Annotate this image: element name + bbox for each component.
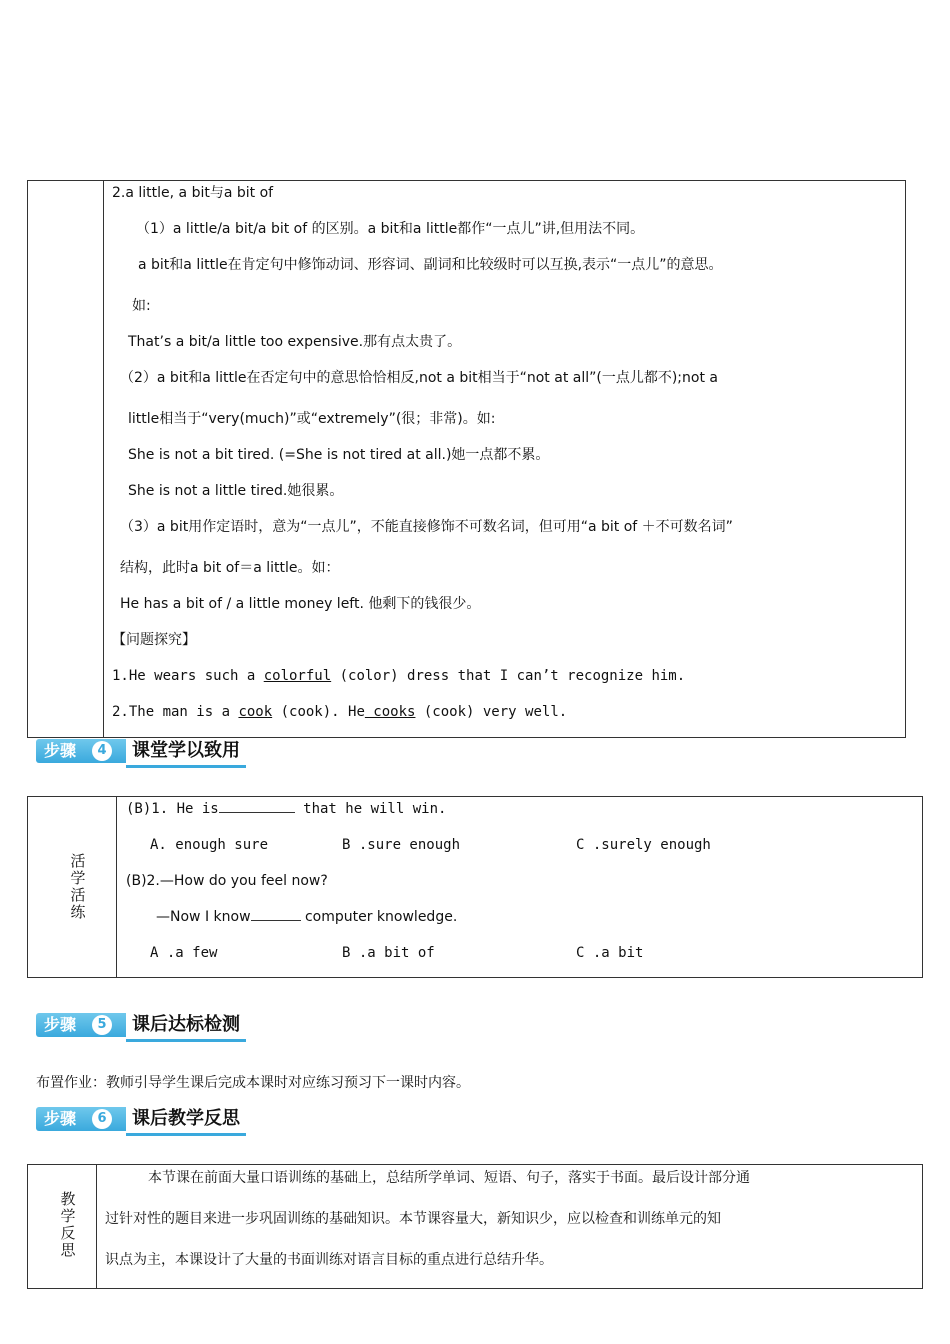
step-tag: 步骤 (36, 739, 126, 763)
grammar-line-10: （3）a bit用作定语时，意为“一点儿”，不能直接修饰不可数名词，但可用“a bit of ＋不可数名词” (120, 519, 733, 535)
reflection-line-1: 本节课在前面大量口语训练的基础上，总结所学单词、短语、句子，落实于书面。最后设计部分通 (148, 1170, 750, 1186)
q2-option-b: B .a bit of (342, 945, 435, 961)
inquiry-question-1: 1.He wears such a colorful (color) dress that I can’t recognize him. (112, 668, 686, 684)
step-title: 课堂学以致用 (126, 737, 246, 768)
answer-blank (219, 800, 295, 813)
grammar-line-12: He has a bit of / a little money left. 他剩下的钱很少。 (120, 596, 481, 612)
grammar-line-4: 如: (132, 298, 151, 314)
answer-cook: cook (238, 704, 273, 720)
step-number: 5 (92, 1015, 112, 1035)
step-title: 课后教学反思 (126, 1105, 246, 1136)
answer-cooks: cooks (364, 704, 416, 720)
step-tag: 步骤 (36, 1013, 126, 1037)
grammar-line-5: That’s a bit/a little too expensive.那有点太贵了。 (128, 334, 462, 350)
homework-text: 布置作业：教师引导学生课后完成本课时对应练习预习下一课时内容。 (36, 1075, 470, 1091)
q1-option-b: B .sure enough (342, 837, 461, 853)
grammar-line-2: （1）a little/a bit/a bit of 的区别。a bit和a little都作“一点儿”讲,但用法不同。 (136, 221, 645, 237)
step-number: 6 (92, 1109, 112, 1129)
reflection-line-3: 识点为主，本课设计了大量的书面训练对语言目标的重点进行总结升华。 (105, 1252, 553, 1268)
step-tag: 步骤 (36, 1107, 126, 1131)
reflection-side-label: 教 学 反 思 (60, 1190, 76, 1259)
grammar-line-6: （2）a bit和a little在否定句中的意思恰恰相反,not a bit相当于“not at all”(一点儿都不);not a (120, 370, 718, 386)
table-divider (96, 1165, 97, 1288)
q1-option-c: C .surely enough (576, 837, 711, 853)
q1-option-a: A. enough sure (150, 837, 269, 853)
q2-option-c: C .a bit (576, 945, 644, 961)
table-divider (103, 181, 104, 737)
step-number: 4 (92, 741, 112, 761)
q2-option-a: A .a few (150, 945, 218, 961)
practice-question-2: (B)2.—How do you feel now? (126, 873, 328, 889)
inquiry-question-2: 2.The man is a cook (cook). He cooks (cook) very well. (112, 704, 568, 720)
step-title: 课后达标检测 (126, 1011, 246, 1042)
answer-colorful: colorful (263, 668, 332, 684)
practice-question-1: (B)1. He is that he will win. (126, 801, 447, 817)
inquiry-heading: 【问题探究】 (112, 632, 196, 648)
grammar-line-7: little相当于“very(much)”或“extremely”(很；非常)。如: (128, 411, 496, 427)
practice-side-label: 活 学 活 练 (70, 852, 86, 921)
grammar-line-9: She is not a little tired.她很累。 (128, 483, 344, 499)
grammar-line-3: a bit和a little在肯定句中修饰动词、形容词、副词和比较级时可以互换,表示“一点儿”的意思。 (138, 257, 723, 273)
answer-blank (251, 908, 301, 921)
grammar-line-1: 2.a little, a bit与a bit of (112, 185, 274, 201)
grammar-line-8: She is not a bit tired. (=She is not tired at all.)她一点都不累。 (128, 447, 550, 463)
practice-question-2-line: —Now I know computer knowledge. (156, 909, 458, 925)
reflection-line-2: 过针对性的题目来进一步巩固训练的基础知识。本节课容量大，新知识少，应以检查和训练单元的知 (105, 1211, 721, 1227)
table-divider (116, 797, 117, 977)
grammar-line-11: 结构，此时a bit of＝a little。如： (120, 560, 340, 576)
